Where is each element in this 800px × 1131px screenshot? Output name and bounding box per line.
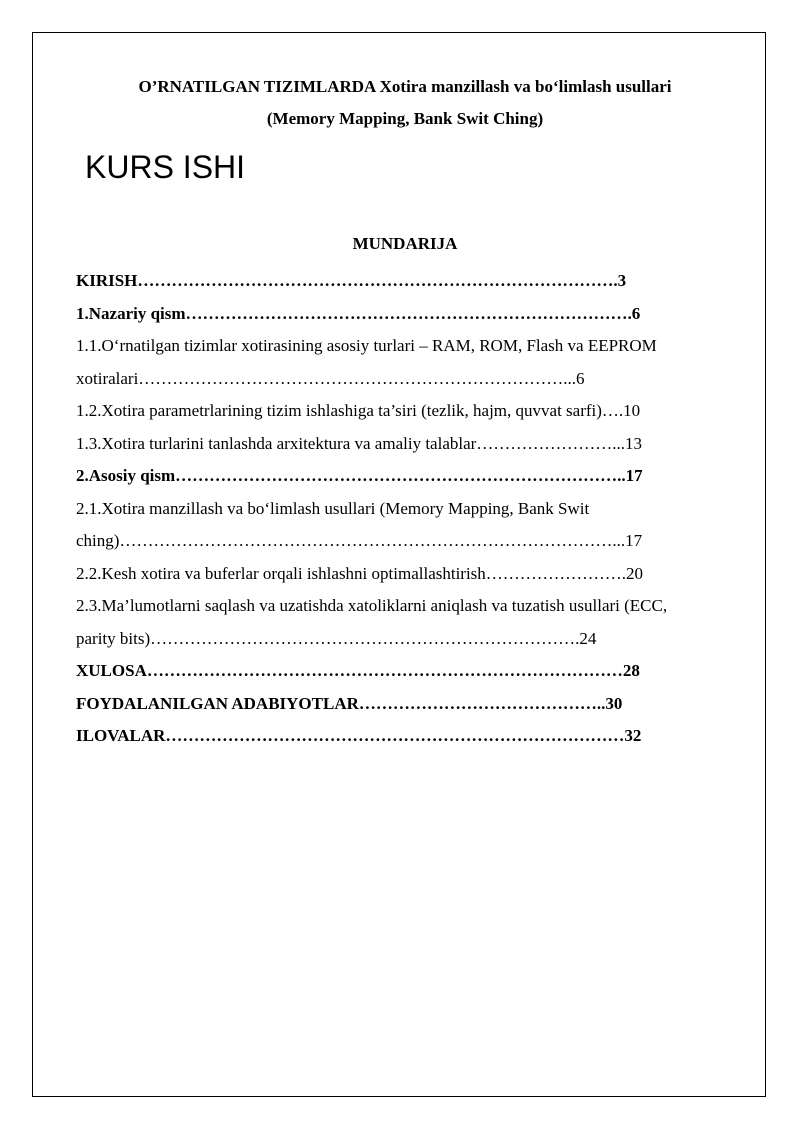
- toc-entry: 1.3.Xotira turlarini tanlashda arxitektura va amaliy talablar……………………...13: [76, 433, 643, 453]
- document-type-heading: KURS ISHI: [85, 149, 246, 185]
- toc-entry: 2.2.Kesh xotira va buferlar orqali ishlashni optimallashtirish…………………….20: [76, 563, 644, 583]
- toc-entry: 1.Nazariy qism…………………………………………………………………….6: [76, 303, 641, 323]
- toc-entry: 2.Asosiy qism……………………………………………………………………..17: [76, 466, 643, 485]
- toc-entry: parity bits)………………………………………………………………….24: [76, 628, 597, 648]
- toc-entry: ILOVALAR………………………………………………………………………32: [76, 726, 642, 745]
- toc-entry: 2.3.Ma’lumotlarni saqlash va uzatishda xatoliklarni aniqlash va tuzatish usullari (ECC,: [76, 596, 668, 615]
- document-title-line-2: (Memory Mapping, Bank Swit Ching): [266, 109, 544, 128]
- toc-entry: xotiralari…………………………………………………………………...6: [76, 368, 585, 388]
- table-of-contents-heading: MUNDARIJA: [352, 234, 458, 253]
- toc-entry: KIRISH………………………………………………………………………….3: [76, 271, 627, 290]
- table-of-contents: [76, 265, 736, 753]
- toc-entry: FOYDALANILGAN ADABIYOTLAR……………………………………..30: [76, 693, 623, 713]
- toc-entry: XULOSA…………………………………………………………………………28: [76, 661, 640, 680]
- toc-entry: 2.1.Xotira manzillash va bo‘limlash usullari (Memory Mapping, Bank Swit: [76, 498, 590, 518]
- document-title-line-1: O’RNATILGAN TIZIMLARDA Xotira manzillash va bo‘limlash usullari: [138, 77, 672, 96]
- toc-entry: 1.2.Xotira parametrlarining tizim ishlashiga ta’siri (tezlik, hajm, quvvat sarfi)….10: [76, 401, 641, 420]
- toc-entry: 1.1.O‘rnatilgan tizimlar xotirasining asosiy turlari – RAM, ROM, Flash va EEPROM: [76, 336, 657, 355]
- toc-entry: ching)……………………………………………………………………………...17: [76, 531, 643, 550]
